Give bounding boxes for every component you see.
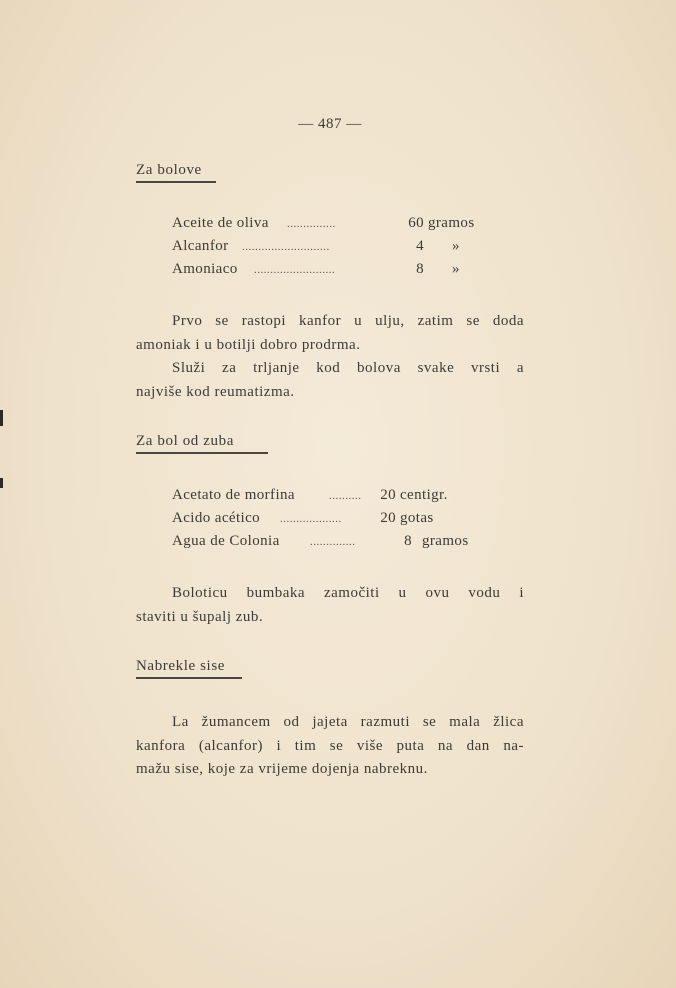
ingredient-amount: 8 xyxy=(404,533,412,549)
ingredient-amount: 20 xyxy=(380,510,396,526)
heading-underline xyxy=(136,181,216,183)
paragraph-line: staviti u šupalj zub. xyxy=(136,608,264,625)
ingredient-name: Acetato de morfina xyxy=(172,487,295,503)
dot-leader: ................... xyxy=(280,513,342,525)
section-heading-text: Nabrekle sise xyxy=(136,658,226,674)
ingredient-name: Agua de Colonia xyxy=(172,533,280,549)
paragraph-line: Boloticu bumbaka zamočiti u ovu vodu i xyxy=(172,585,524,601)
paragraph xyxy=(136,357,524,404)
dot-leader: ......................... xyxy=(254,264,336,276)
paragraph-line: La žumancem od jajeta razmuti se mala žlica xyxy=(172,714,524,730)
paragraph xyxy=(136,711,524,782)
page-number: — 487 — xyxy=(298,116,362,132)
ingredient-amount: 20 xyxy=(380,487,396,503)
ingredient-unit: centigr. xyxy=(400,487,448,503)
paragraph-line: Služi za trljanje kod bolova svake vrsti a xyxy=(172,360,524,376)
ingredient-amount: 4 xyxy=(416,238,424,254)
dot-leader: ........................... xyxy=(242,241,330,253)
ingredient-name: Alcanfor xyxy=(172,238,229,254)
dot-leader: .......... xyxy=(329,490,362,502)
ingredient-amount: 8 xyxy=(416,261,424,277)
paragraph-line: Prvo se rastopi kanfor u ulju, zatim se doda xyxy=(172,313,524,329)
ingredient-unit: gramos xyxy=(422,533,469,549)
paragraph-line: najviše kod reumatizma. xyxy=(136,383,295,400)
paragraph-line: kanfora (alcanfor) i tim se više puta na dan na- xyxy=(136,737,524,754)
paragraph-line: amoniak i u botilji dobro prodrma. xyxy=(136,336,361,353)
ingredient-unit: gotas xyxy=(400,510,434,526)
page-edge-mark xyxy=(0,410,3,426)
ingredient-name: Amoniaco xyxy=(172,261,238,277)
ingredient-unit: gramos xyxy=(428,215,475,231)
heading-underline xyxy=(136,677,242,679)
section-heading-text: Za bol od zuba xyxy=(136,433,234,449)
ingredient-unit: » xyxy=(452,238,460,254)
ingredient-unit: » xyxy=(452,261,460,277)
ingredient-name: Aceite de oliva xyxy=(172,215,269,231)
dot-leader: .............. xyxy=(310,536,356,548)
section-heading-text: Za bolove xyxy=(136,162,202,178)
paragraph-line: mažu sise, koje za vrijeme dojenja nabreknu. xyxy=(136,761,428,777)
section-heading-nabrekle-sise xyxy=(136,658,242,679)
paragraph xyxy=(136,310,524,357)
ingredient-amount: 60 xyxy=(408,215,424,231)
dot-leader: ............... xyxy=(287,218,336,230)
page-edge-mark xyxy=(0,478,3,488)
ingredient-name: Acido acético xyxy=(172,510,261,526)
heading-underline xyxy=(136,452,268,454)
section-heading-za-bol-od-zuba xyxy=(136,433,268,454)
section-heading-za-bolove xyxy=(136,162,216,183)
paragraph xyxy=(136,582,524,629)
